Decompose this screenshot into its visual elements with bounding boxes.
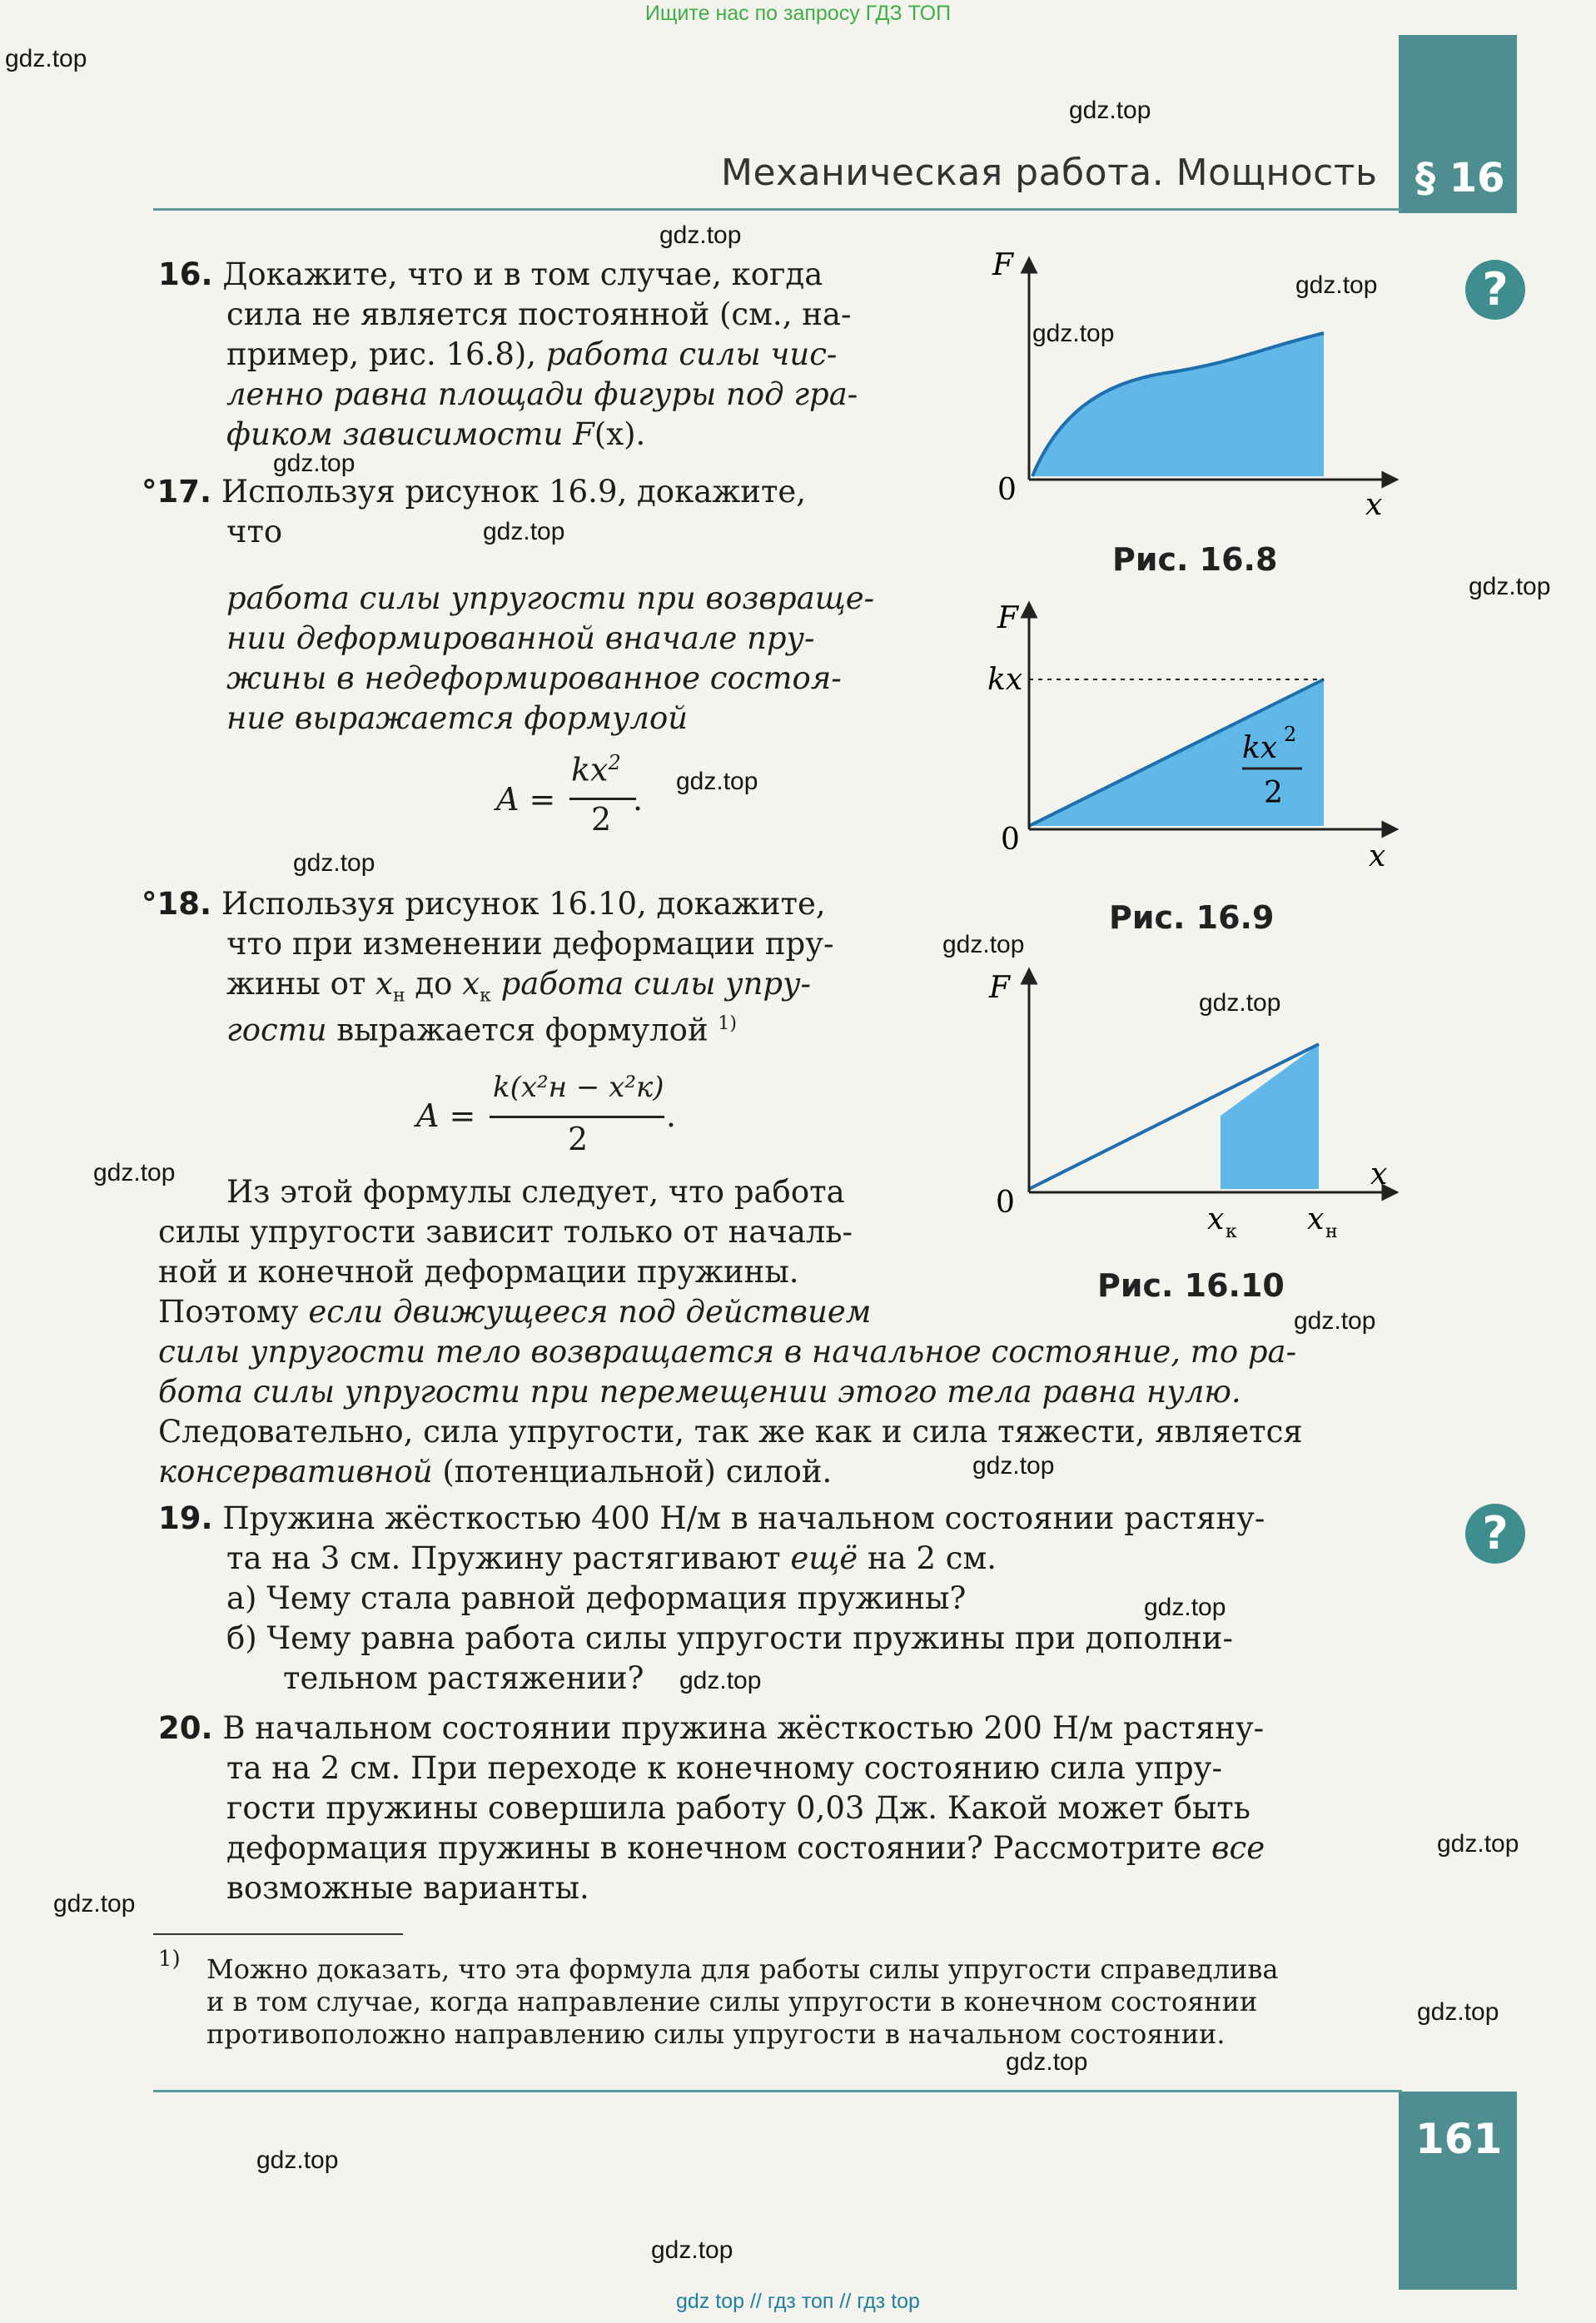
- figure-16-9: [982, 599, 1399, 883]
- y-axis-label: F: [992, 250, 1013, 282]
- top-search-note: Ищите нас по запросу ГДЗ ТОП: [644, 2, 952, 25]
- watermark: gdz.top: [1417, 1998, 1499, 2026]
- bottom-watermark-note: gdz top // гдз топ // гдз top: [676, 2290, 920, 2313]
- watermark: gdz.top: [1295, 271, 1378, 299]
- text-span: пример, рис. 16.8),: [226, 336, 546, 372]
- section-number: § 16: [1415, 155, 1505, 201]
- subscript: к: [480, 985, 491, 1007]
- watermark: gdz.top: [256, 2146, 339, 2174]
- formula-17-denominator: 2: [591, 801, 612, 838]
- watermark: gdz.top: [1469, 573, 1551, 600]
- problem-number: 20.: [158, 1710, 213, 1746]
- text-line: бота силы упругости при перемещении этого тела равна нулю.: [158, 1374, 1241, 1410]
- problem-number: °17.: [142, 474, 212, 510]
- footer-rule: [153, 2090, 1402, 2092]
- text-line: б) Чему равна работа силы упругости пружины при дополни-: [226, 1620, 1233, 1656]
- text-span: жины от: [226, 966, 376, 1002]
- text-line: Используя рисунок 16.10, докажите,: [221, 886, 826, 922]
- y-axis-label: F: [989, 971, 1010, 1005]
- text-line: та на 2 см. При переходе к конечному состоянию сила упру-: [226, 1750, 1222, 1786]
- italic-span: фиком зависимости: [226, 416, 574, 452]
- footnote-line: Можно доказать, что эта формула для работы силы упругости справедлива: [206, 1953, 1279, 1985]
- watermark: gdz.top: [1144, 1594, 1226, 1621]
- x-axis-label: x: [1370, 1157, 1388, 1191]
- problem-17: [142, 472, 806, 512]
- italic-span: если движущееся под действием: [308, 1294, 872, 1330]
- text-span: (x).: [594, 416, 646, 452]
- text-line: Докажите, что и в том случае, когда: [222, 256, 823, 292]
- fraction-bar: [490, 1116, 664, 1118]
- text-line: работа силы упругости при возвраще-: [226, 580, 875, 616]
- watermark: gdz.top: [53, 1890, 136, 1918]
- italic-span: работа силы упру-: [490, 966, 812, 1002]
- text-line: силы упругости зависит только от началь-: [158, 1214, 853, 1250]
- text-span: на 2 см.: [858, 1540, 997, 1576]
- watermark: gdz.top: [679, 1667, 762, 1694]
- italic-span: ние выражается формулой: [226, 700, 689, 736]
- x-axis-label: x: [1365, 488, 1383, 522]
- text-span: выражается формулой: [326, 1012, 718, 1048]
- watermark: gdz.top: [659, 221, 742, 249]
- problem-number: °18.: [142, 886, 212, 922]
- text-line: [226, 1004, 737, 1050]
- formula-exp: 2: [608, 751, 621, 774]
- problem-16: [158, 255, 823, 295]
- text-line: гости пружины совершила работу 0,03 Дж. Какой может быть: [226, 1790, 1250, 1826]
- text-line: возможные варианты.: [226, 1870, 589, 1906]
- italic-span: все: [1211, 1830, 1265, 1866]
- formula-18-numerator: k(x²н − x²к): [493, 1071, 664, 1104]
- text-span: (потенциальной) силой.: [432, 1454, 833, 1490]
- formula-text: kx: [571, 751, 609, 788]
- text-span: деформация пружины в конечном состоянии? Рассмотрите: [226, 1830, 1211, 1866]
- formula-18-denominator: 2: [568, 1121, 589, 1157]
- watermark: gdz.top: [293, 849, 375, 877]
- watermark: gdz.top: [972, 1452, 1055, 1480]
- formula-17-numerator: [571, 751, 621, 788]
- xn-subscript: н: [1325, 1221, 1338, 1242]
- watermark: gdz.top: [942, 931, 1025, 958]
- watermark: gdz.top: [93, 1159, 176, 1186]
- problem-18: [142, 884, 826, 924]
- formula-18-dot: .: [666, 1097, 677, 1134]
- text-span: Поэтому: [158, 1294, 309, 1330]
- watermark: gdz.top: [651, 2236, 733, 2264]
- footnote-line: и в том случае, когда направление силы упругости в конечном состоянии: [206, 1986, 1258, 2017]
- trapezoid-area: [1221, 1044, 1319, 1189]
- xn-label: x: [1307, 1202, 1325, 1236]
- xk-label: x: [1207, 1202, 1225, 1236]
- area-numerator: kx: [1242, 731, 1278, 765]
- problem-20: [158, 1709, 1264, 1748]
- problem-19: [158, 1499, 1265, 1539]
- text-line: жины в недеформированное состоя-: [226, 660, 842, 696]
- watermark: gdz.top: [5, 45, 87, 72]
- y-axis-label: F: [997, 601, 1018, 635]
- text-line: Пружина жёсткостью 400 Н/м в начальном состоянии растяну-: [222, 1500, 1265, 1536]
- area-exponent: 2: [1284, 723, 1297, 746]
- origin-label: 0: [996, 1186, 1015, 1220]
- text-line: силы упругости тело возвращается в начальное состояние, то ра-: [158, 1334, 1297, 1370]
- text-line: Следовательно, сила упругости, так же как и сила тяжести, является: [158, 1414, 1303, 1450]
- watermark: gdz.top: [1069, 97, 1151, 124]
- text-span: до: [405, 966, 463, 1002]
- formula-17: A =: [496, 781, 556, 818]
- text-line: [226, 699, 688, 739]
- text-line: ленно равна площади фигуры под гра-: [226, 376, 858, 412]
- text-span: та на 3 см. Пружину растягивают: [226, 1540, 791, 1576]
- italic-span: F: [573, 416, 594, 452]
- footnote-mark: 1): [718, 1013, 737, 1034]
- watermark: gdz.top: [1199, 989, 1281, 1017]
- text-line: [226, 1828, 1265, 1868]
- text-line: Из этой формулы следует, что работа: [226, 1174, 845, 1210]
- figure-caption: Рис. 16.8: [1112, 541, 1278, 578]
- figure-caption: Рис. 16.9: [1109, 899, 1275, 936]
- problem-number: 16.: [158, 256, 213, 292]
- text-line: [158, 1452, 832, 1492]
- xk-subscript: к: [1226, 1221, 1237, 1242]
- text-line: [158, 1292, 871, 1332]
- page-header-title: Механическая работа. Мощность: [721, 152, 1378, 194]
- origin-label: 0: [997, 473, 1017, 507]
- watermark: gdz.top: [483, 518, 565, 545]
- page-number: 161: [1415, 2115, 1503, 2163]
- fraction-bar: [569, 798, 636, 800]
- problem-number: 19.: [158, 1500, 213, 1536]
- watermark: gdz.top: [676, 768, 758, 795]
- footnote-line: противоположно направлению силы упругости в начальном состоянии.: [206, 2018, 1226, 2050]
- text-line: [226, 415, 645, 455]
- x-axis-label: x: [1369, 839, 1386, 873]
- area-under-curve: [1032, 333, 1324, 476]
- text-line: ной и конечной деформации пружины.: [158, 1254, 799, 1290]
- text-line: [226, 1539, 997, 1579]
- text-line: что: [226, 514, 283, 550]
- origin-label: 0: [1001, 823, 1020, 857]
- question-icon: ?: [1465, 1504, 1525, 1564]
- italic-span: гости: [226, 1012, 327, 1048]
- kx-label: kx: [987, 663, 1023, 697]
- formula-18: A =: [416, 1097, 476, 1134]
- header-rule: [153, 208, 1402, 211]
- area-denominator: 2: [1264, 776, 1283, 810]
- watermark: gdz.top: [1294, 1307, 1376, 1335]
- watermark: gdz.top: [1032, 320, 1115, 347]
- text-line: нии деформированной вначале пру-: [226, 620, 815, 656]
- italic-span: ещё: [790, 1540, 858, 1576]
- italic-span: работа силы чис-: [545, 336, 838, 372]
- watermark: gdz.top: [1437, 1830, 1519, 1858]
- italic-span: консервативной: [158, 1454, 433, 1490]
- italic-span: x: [375, 966, 393, 1002]
- text-line: сила не является постоянной (см., на-: [226, 296, 852, 332]
- text-line: тельном растяжении?: [283, 1660, 644, 1696]
- text-line: что при изменении деформации пру-: [226, 926, 834, 962]
- text-line: [226, 335, 837, 375]
- footnote-rule: [153, 1933, 403, 1935]
- figure-16-10: [982, 966, 1399, 1249]
- figure-caption: Рис. 16.10: [1097, 1267, 1285, 1304]
- footnote-mark: 1): [158, 1947, 181, 1972]
- watermark: gdz.top: [1006, 2048, 1088, 2076]
- text-line: В начальном состоянии пружина жёсткостью 200 Н/м растяну-: [222, 1710, 1265, 1746]
- text-line: Используя рисунок 16.9, докажите,: [221, 474, 807, 510]
- italic-span: x: [462, 966, 480, 1002]
- question-icon: ?: [1465, 260, 1525, 320]
- watermark: gdz.top: [273, 450, 355, 477]
- text-line: а) Чему стала равной деформация пружины?: [226, 1580, 967, 1616]
- subscript: н: [392, 985, 405, 1007]
- formula-17-dot: .: [633, 781, 644, 818]
